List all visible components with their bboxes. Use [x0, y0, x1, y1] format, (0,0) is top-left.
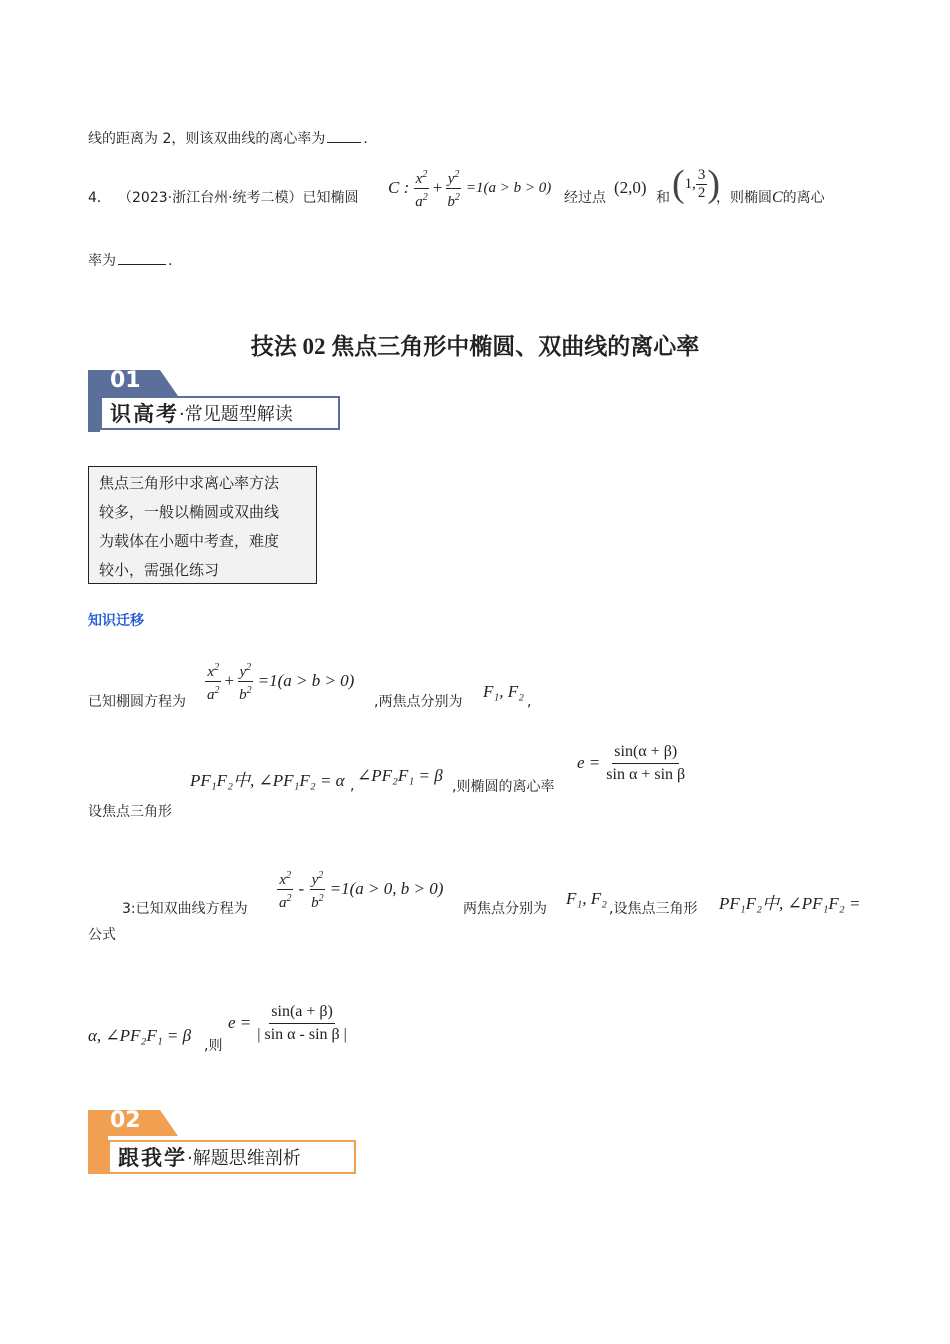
q4-end: ，则椭圆C的离心: [716, 189, 825, 206]
line1-period: .: [363, 131, 368, 147]
answer-blank-1: [327, 130, 361, 143]
summary-box: [88, 466, 317, 584]
badge-01: [88, 370, 340, 434]
summary-line: 焦点三角形中求离心率方法: [99, 474, 280, 492]
fraction-3-2: $\frac{3}{2}$: [697, 166, 706, 201]
eq-suffix: =1(a > b > 0): [465, 179, 552, 196]
point-2: ( 1, $\frac{3}{2}$ ): [672, 163, 721, 205]
section-title: 技法 02 焦点三角形中椭圆、双曲线的离心率: [250, 334, 700, 359]
hyperbola-triangle: PF₁F₂中, ∠PF₁F₂ =: [719, 894, 861, 913]
badge-02: [88, 1110, 358, 1176]
summary-line: 为载体在小题中考查，难度: [99, 532, 280, 550]
ellipse-foci-math: F₁, F₂: [483, 682, 525, 701]
badge-02-label: 跟我学 ·解题思维剖析: [108, 1140, 356, 1174]
question-4-number: 4．: [88, 190, 111, 206]
ellipse-equation: $\frac{x^2}{a^2}$ + $\frac{y^2}{b^2}$ =1(a > b > 0): [205, 656, 354, 706]
question-4-source: （2023·浙江台州·统考二模）已知椭圆: [118, 190, 359, 206]
fraction-x2-a2: $\frac{x^2}{a^2}$: [413, 166, 430, 211]
ellipse-foci-text: ,两焦点分别为: [374, 694, 463, 710]
fraction-y2-b2: $\frac{y^2}{b^2}$: [445, 166, 462, 211]
hyperbola-tri-text: ,设焦点三角形: [609, 901, 698, 917]
hyperbola-then: ,则: [204, 1038, 223, 1054]
q4-line-2: 率为 .: [88, 253, 173, 269]
ellipse-equation-q4: C : $\frac{x^2}{a^2}$ + $\frac{y^2}{b^2}$ =1(a > b > 0): [388, 163, 551, 213]
summary-line: 较多，一般以椭圆或双曲线: [99, 503, 280, 521]
ellipse-sub-text: 设焦点三角形: [88, 804, 172, 820]
eq-prefix: C :: [388, 178, 410, 197]
knowledge-heading: 知识迁移: [88, 613, 144, 629]
ellipse-eccentricity-formula: e = $\frac{\sin(\alpha + \beta)}{\text{sin α + sin β}}$: [577, 742, 686, 783]
badge-01-label: 识高考 ·常见题型解读: [100, 396, 340, 430]
summary-line: 较小，需强化练习: [99, 561, 220, 579]
hyperbola-equation: $\frac{x^2}{a^2}$ - $\frac{y^2}{b^2}$ =1(a > 0, b > 0): [277, 864, 443, 914]
q4-mid-text: 经过点: [564, 190, 606, 206]
ellipse-then: ,则椭圆的离心率: [452, 779, 555, 795]
ellipse-triangle: PF₁F₂中, ∠PF₁F₂ = α: [190, 771, 345, 790]
hyperbola-eccentricity-formula: e = $\frac{\sin(a + \beta)}{\text{| sin α - sin β |}}$: [228, 1002, 347, 1043]
badge-01-number: 01: [110, 368, 141, 393]
hyperbola-intro: 3:已知双曲线方程为: [122, 901, 248, 917]
text-line-1: [88, 129, 368, 149]
hyperbola-foci-math: F₁, F₂: [566, 889, 608, 908]
answer-blank-2: [118, 252, 166, 265]
ellipse-intro: 已知棚圆方程为: [88, 694, 186, 710]
badge-02-number: 02: [110, 1108, 141, 1133]
formula-word: 公式: [88, 927, 116, 943]
hyperbola-angles: α, ∠PF₂F₁ = β: [88, 1026, 192, 1045]
ellipse-comma: ,: [527, 694, 532, 710]
ellipse-angle-2: ∠PF₂F₁ = β: [357, 766, 443, 785]
q4-and: 和: [656, 190, 670, 206]
point-1: (2,0): [614, 178, 647, 197]
hyperbola-foci-text: 两焦点分别为: [463, 901, 547, 917]
line1-text: 线的距离为 2，则该双曲线的离心率为: [88, 131, 326, 147]
